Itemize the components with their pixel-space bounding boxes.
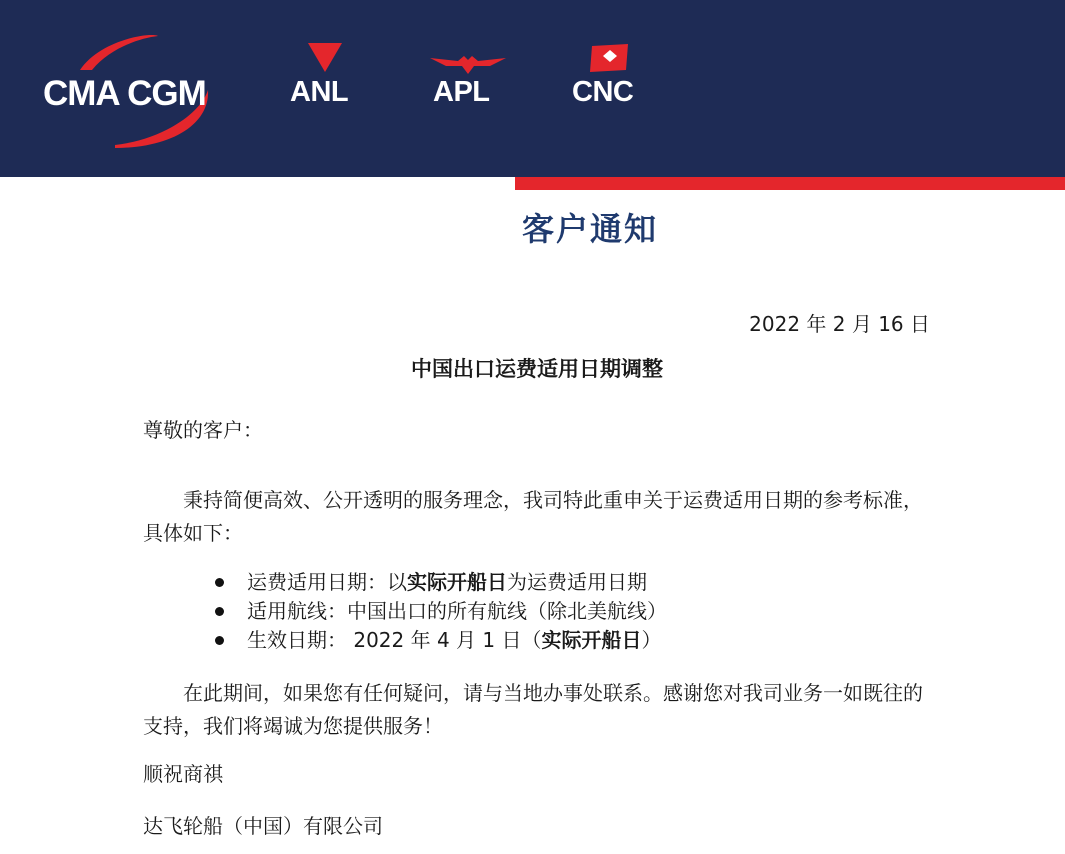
list-item-suffix: 为运费适用日期 [507,570,647,594]
salutation: 尊敬的客户： [143,418,263,442]
notice-date: 2022 年 2 月 16 日 [749,312,930,336]
list-item [215,597,667,626]
bullet-icon [215,607,224,616]
apl-logo [428,52,508,112]
list-item-bold: 实际开船日 [541,628,642,652]
brand-header [0,0,1065,177]
cma-cgm-logo [40,30,240,155]
bullet-icon [215,636,224,645]
company-signature: 达飞轮船（中国）有限公司 [143,814,383,838]
terms-list [215,568,667,655]
list-item-prefix: 生效日期： 2022 年 4 月 1 日（ [247,628,542,652]
list-item [215,568,667,597]
anl-logo-text: ANL [290,76,349,108]
list-item-prefix: 适用航线：中国出口的所有航线（除北美航线） [247,599,667,623]
cnc-logo [570,40,655,110]
body-paragraph-intro: 秉持简便高效、公开透明的服务理念，我司特此重申关于运费适用日期的参考标准，具体如下： [143,488,923,545]
bullet-icon [215,578,224,587]
page-title: 客户通知 [521,210,658,248]
closing-greeting: 顺祝商祺 [143,762,223,786]
red-flag-icon [570,40,655,80]
list-item-suffix: ） [641,628,662,652]
list-item-prefix: 运费适用日期：以 [247,570,407,594]
cma-cgm-logo-text: CMA CGM [43,74,206,113]
cnc-logo-text: CNC [572,76,634,108]
body-paragraph-closing: 在此期间，如果您有任何疑问，请与当地办事处联系。感谢您对我司业务一如既往的支持，我们将竭诚为您提供服务！ [143,681,923,738]
list-item-bold: 实际开船日 [407,570,507,594]
apl-logo-text: APL [433,76,490,108]
red-triangle-icon [290,40,365,80]
notice-subject: 中国出口运费适用日期调整 [411,357,663,381]
list-item [215,626,667,655]
accent-strip [515,177,1065,190]
anl-logo [290,40,365,110]
